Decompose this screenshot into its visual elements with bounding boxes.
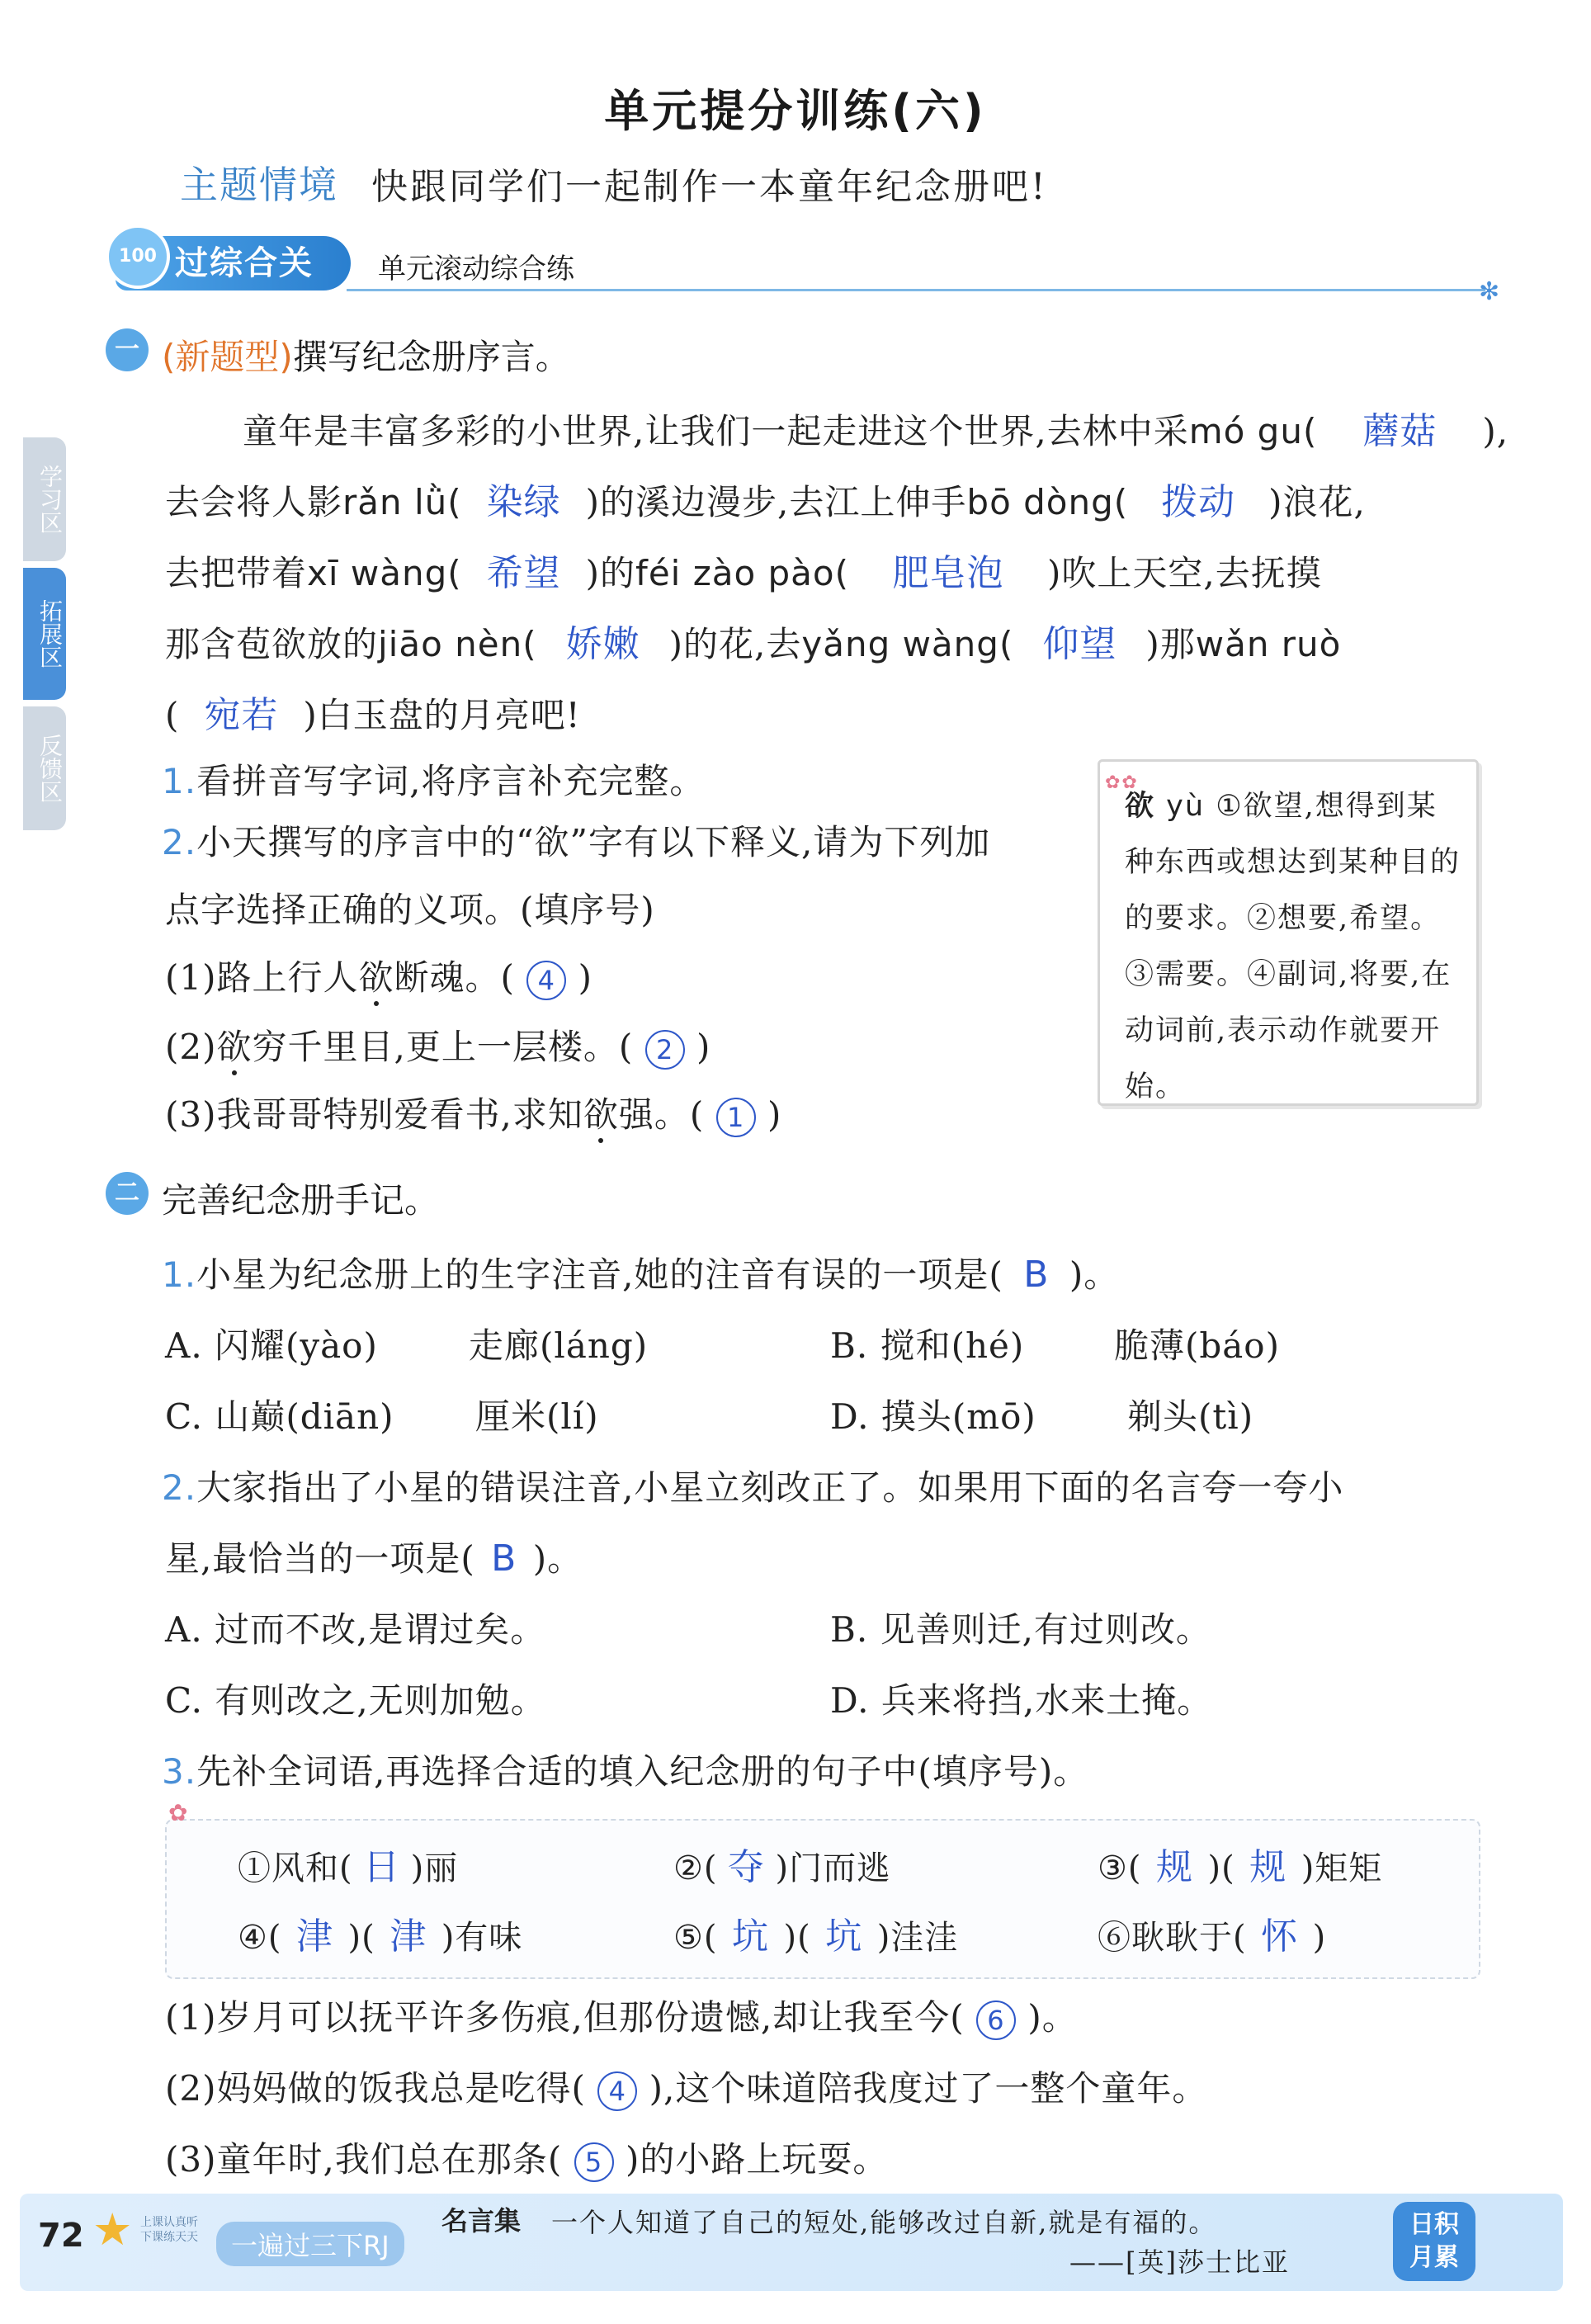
question-text: )。 [1069,1254,1120,1295]
fill-text: (1)岁月可以抚平许多伤痕,但那份遗憾,却让我至今( [165,1997,965,2038]
question-number: 2. [162,1467,197,1508]
question-text: 看拼音写字词,将序言补充完整。 [196,761,706,801]
circled-answer[interactable]: 4 [526,961,566,1000]
passage-text: )的溪边漫步,去江上伸手 [585,482,967,522]
passage-text: )吹上天空,去抚摸 [1047,553,1322,593]
option-C1[interactable]: C. 山巅(diān) [165,1396,394,1437]
answer-text[interactable]: 拨动 [1161,481,1236,523]
item-text: (2) [165,1027,217,1067]
passage-text: )浪花, [1268,482,1366,522]
word-text: )丽 [410,1849,459,1887]
sidebar-tab-feedback[interactable]: 反馈区 [23,706,66,830]
option-B2[interactable]: 脆薄(báo) [1114,1325,1280,1366]
quote-text: 一个人知道了自己的短处,能够改过自新,就是有福的。 [551,2207,1217,2238]
dotted-char: 欲 [358,957,394,998]
pinyin: bō dòng( [966,482,1129,522]
passage-text: )白玉盘的月亮吧! [303,695,581,735]
question-1 [162,754,705,804]
flower-icon: ✻ [1479,277,1500,306]
question-2 [162,815,990,865]
circled-answer[interactable]: 4 [597,2071,637,2111]
question-text: 大家指出了小星的错误注音,小星立刻改正了。如果用下面的名言夸一夸小 [196,1467,1344,1508]
star-mascot-icon: ★ [92,2204,133,2256]
flower-icon: ✿✿ [1105,772,1139,793]
passage-text: ), [1482,411,1509,451]
banner-subtitle: 单元滚动综合练 [378,253,574,286]
word-item [1098,1837,1382,1890]
slogan [140,2215,198,2245]
pinyin: jiāo nèn( [378,624,537,664]
section-title-text: 撰写纪念册序言。 [292,337,570,377]
slogan-line: 下课练天天 [140,2231,198,2244]
pinyin: féi zào pào( [635,553,850,593]
fill-text: (3)童年时,我们总在那条( [165,2139,563,2180]
quote-author: ——[英]莎士比亚 [1069,2246,1290,2278]
option-A[interactable]: A. 过而不改,是谓过矣。 [165,1609,546,1650]
answer-text[interactable]: 日 [363,1846,401,1888]
fill-item [165,2062,1207,2111]
circled-answer[interactable]: 1 [716,1098,756,1137]
pinyin: xī wàng( [307,553,462,593]
daily-accumulate-badge [1393,2202,1475,2281]
answer-text[interactable]: B [1023,1254,1050,1296]
answer-text[interactable]: 肥皂泡 [892,552,1004,594]
word-item [238,1837,458,1890]
question-2-cont [165,1532,583,1581]
passage-text: ( [165,695,180,735]
passage-text: 那含苞欲放的 [165,624,379,664]
option-D1[interactable]: D. 摸头(mō) [830,1396,1036,1437]
question-text: 小天撰写的序言中的“欲”字有以下释义,请为下列加 [196,822,991,862]
word-text: )( [1207,1849,1235,1887]
question-number: 2. [162,822,197,862]
answer-text[interactable]: 蘑菇 [1362,410,1438,452]
passage-text: )的 [585,553,636,593]
word-text: )( [347,1919,375,1957]
item-text: (3)我哥哥特别爱看书,求知 [165,1094,583,1135]
dotted-char: 欲 [216,1027,253,1067]
passage-line [165,472,1366,525]
fill-item [165,1991,1078,2040]
question-number: 3. [162,1751,197,1792]
pinyin: wǎn ruò [1195,624,1342,664]
answer-text[interactable]: 规 [1249,1846,1287,1888]
dotted-char: 欲 [583,1094,619,1135]
circled-answer[interactable]: 5 [574,2142,614,2182]
section-number-badge: 一 [106,328,149,371]
word-text: )门而逃 [775,1849,891,1887]
passage-text: 去把带着 [165,553,308,593]
word-text: )有味 [441,1919,523,1957]
word-text: ) [1312,1919,1327,1957]
question-text: 星,最恰当的一项是( [165,1538,475,1579]
definition-text: ①欲望,想得到某种东西或想达到某种目的的要求。②想要,希望。③需要。④副词,将要,在动词前,表示动作就要开始。 [1125,790,1461,1103]
answer-text[interactable]: 染绿 [486,481,561,523]
banner-divider [347,289,1485,291]
word-text: ④( [238,1919,282,1957]
fill-text: )。 [1027,1997,1078,2038]
circled-answer[interactable]: 6 [976,2000,1016,2040]
word-text: ①风和( [238,1849,353,1887]
passage-text: )那 [1145,624,1196,664]
quote-label: 名言集 [441,2205,522,2237]
answer-text[interactable]: B [491,1538,517,1580]
series-badge: 一遍过三下RJ [216,2222,404,2266]
word-text: ③( [1098,1849,1142,1887]
sidebar-tab-extend[interactable]: 拓展区 [23,568,66,700]
badge-text: 日积 [1409,2210,1459,2239]
answer-text[interactable]: 津 [295,1915,333,1958]
banner-medal-icon: 100 [106,224,170,289]
answer-text[interactable]: 怀 [1261,1915,1299,1958]
option-B[interactable]: B. 见善则迁,有过则改。 [830,1609,1211,1650]
question-number: 1. [162,1254,197,1295]
sub-item [165,1088,781,1137]
option-C[interactable]: C. 有则改之,无则加勉。 [165,1680,546,1721]
definition-headword: 欲 [1125,790,1156,823]
option-A1[interactable]: A. 闪耀(yào) [165,1325,378,1366]
answer-text[interactable]: 坑 [825,1915,863,1958]
passage-text: 去会将人影 [165,482,343,522]
fill-text: ),这个味道陪我度过了一整个童年。 [649,2068,1208,2109]
sidebar [23,437,69,834]
pinyin: rǎn lǜ( [342,482,462,522]
passage-text: 童年是丰富多彩的小世界,让我们一起走进这个世界,去林中采 [243,411,1189,451]
passage-line [165,543,1322,596]
sidebar-tab-study[interactable]: 学习区 [23,437,66,561]
option-C2[interactable]: 厘米(lí) [475,1396,599,1437]
passage-line [243,401,1508,454]
item-text: ) [578,957,593,998]
item-text: 穷千里目,更上一层楼。( [252,1027,634,1067]
item-text: (1)路上行人 [165,957,359,998]
question-2 [162,1461,1343,1510]
passage-text: )的花,去 [668,624,802,664]
word-item [673,1906,958,1959]
word-item [238,1906,522,1959]
item-text: 断魂。( [394,957,515,998]
answer-text[interactable]: 希望 [486,552,561,594]
question-2-cont: 点字选择正确的义项。(填序号) [165,890,655,930]
theme-text: 快跟同学们一起制作一本童年纪念册吧! [371,166,1048,208]
passage-line [165,685,581,738]
fill-text: )的小路上玩耍。 [625,2139,889,2180]
passage-line [165,614,1341,667]
theme-label: 主题情境 [180,163,338,207]
definition-box [1098,759,1479,1106]
answer-text[interactable]: 仰望 [1042,623,1117,665]
flower-icon: ✿ [168,1799,188,1826]
definition-pinyin: yù [1166,790,1206,823]
word-text: ⑥耿耿于( [1098,1919,1247,1957]
word-text: )洼洼 [876,1919,959,1957]
section-number-badge: 二 [106,1172,149,1215]
option-A2[interactable]: 走廊(láng) [469,1325,649,1366]
section-title: 完善纪念册手记。 [162,1180,440,1221]
page-title: 单元提分训练(六) [604,85,987,137]
question-number: 1. [162,761,197,801]
page-number: 72 [38,2217,84,2255]
word-text: ②( [673,1849,718,1887]
question-3 [162,1745,1088,1794]
answer-text[interactable]: 坑 [731,1915,769,1958]
word-item [673,1837,890,1890]
question-text: 小星为纪念册上的生字注音,她的注音有误的一项是( [196,1254,1003,1295]
badge-text: 月累 [1409,2243,1459,2272]
sub-item [165,1020,711,1070]
answer-text[interactable]: 宛若 [204,694,279,736]
fill-text: (2)妈妈做的饭我总是吃得( [165,2068,586,2109]
word-text: )矩矩 [1301,1849,1383,1887]
question-text: 先补全词语,再选择合适的填入纪念册的句子中(填序号)。 [196,1751,1089,1792]
question-text: )。 [532,1538,583,1579]
answer-text[interactable]: 津 [389,1915,427,1958]
fill-item [165,2133,888,2182]
pinyin: yǎng wàng( [801,624,1014,664]
option-D[interactable]: D. 兵来将挡,水来土掩。 [830,1680,1213,1721]
section-title [162,330,570,380]
question-1 [162,1248,1119,1297]
item-text: ) [767,1094,782,1135]
answer-text[interactable]: 夺 [727,1846,765,1888]
item-text: ) [696,1027,711,1067]
banner-badge: 过综合关 [116,236,351,290]
item-text: 强。( [618,1094,705,1135]
word-text: ⑤( [673,1919,718,1957]
word-text: )( [783,1919,811,1957]
slogan-line: 上课认真听 [140,2216,198,2229]
sub-item [165,951,592,1000]
pinyin: mó gu( [1188,411,1318,451]
new-type-tag: (新题型) [162,337,293,377]
option-D2[interactable]: 剃头(tì) [1127,1396,1254,1437]
answer-text[interactable]: 规 [1155,1846,1193,1888]
word-item [1098,1906,1326,1959]
circled-answer[interactable]: 2 [645,1030,685,1070]
answer-text[interactable]: 娇嫩 [565,623,640,665]
option-B1[interactable]: B. 搅和(hé) [830,1325,1025,1366]
